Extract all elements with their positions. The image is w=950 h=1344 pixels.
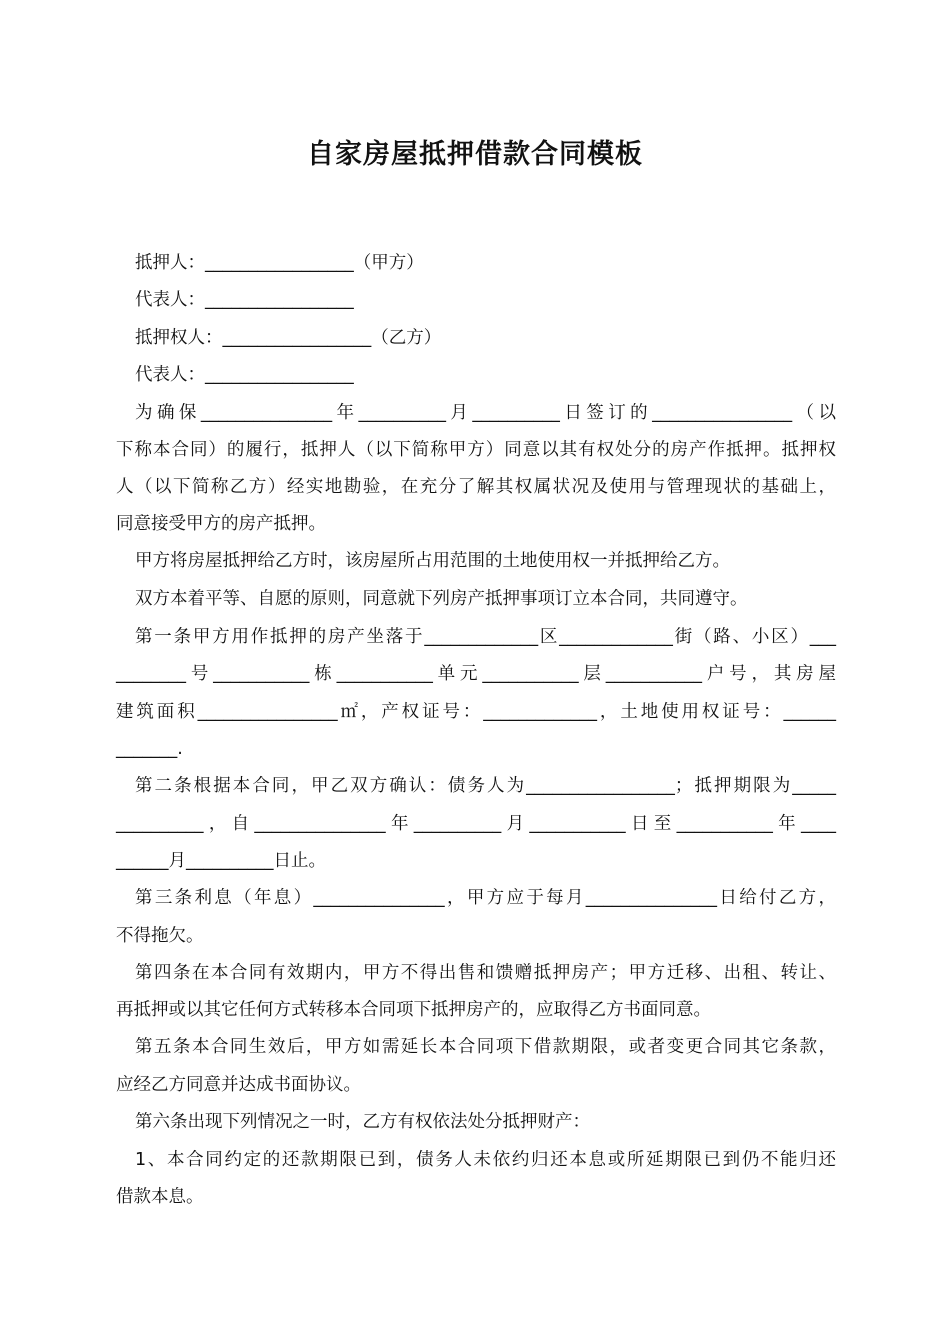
representative-line-b: 代表人：_________________	[135, 365, 354, 385]
article-3-line: 不得拖欠。	[116, 926, 204, 946]
document-title: 自家房屋抵押借款合同模板	[307, 139, 643, 170]
article-6-line: 第六条出现下列情况之一时，乙方有权依法处分抵押财产：	[135, 1112, 590, 1132]
article-1-line: 第一条甲方用作抵押的房产坐落于_____________区_____________街（路、小区）___	[135, 627, 836, 647]
paragraph-line: 双方本着平等、自愿的原则，同意就下列房产抵押事项订立本合同，共同遵守。	[135, 589, 748, 609]
mortgagor-line: 抵押人：_________________（甲方）	[135, 253, 424, 273]
representative-line-a: 代表人：_________________	[135, 290, 354, 310]
paragraph-line: 为确保_______________年__________月__________日签订的________________（以	[135, 403, 836, 423]
paragraph-line: 下称本合同）的履行，抵押人（以下简称甲方）同意以其有权处分的房产作抵押。抵押权	[116, 440, 836, 460]
article-2-line: 第二条根据本合同，甲乙双方确认：债务人为_________________；抵押期限为_____	[135, 776, 836, 796]
article-1-line: _______.	[116, 739, 183, 759]
article-3-line: 第三条利息（年息）_______________，甲方应于每月_______________日给付乙方，	[135, 888, 836, 908]
article-2-line: ______月__________日止。	[116, 851, 326, 871]
paragraph-line: 人（以下简称乙方）经实地勘验，在充分了解其权属状况及使用与管理现状的基础上，	[116, 477, 836, 497]
article-1-line: ________号___________栋___________单元___________层___________户号，其房屋	[116, 664, 836, 684]
article-5-line: 第五条本合同生效后，甲方如需延长本合同项下借款期限，或者变更合同其它条款，	[135, 1037, 836, 1057]
article-4-line: 再抵押或以其它任何方式转移本合同项下抵押房产的，应取得乙方书面同意。	[116, 1000, 711, 1020]
article-1-line: 建筑面积________________㎡，产权证号：_____________，土地使用权证号：______	[116, 702, 836, 722]
article-5-line: 应经乙方同意并达成书面协议。	[116, 1075, 361, 1095]
article-2-line: __________，自_______________年__________月___________日至___________年____	[116, 814, 836, 834]
clause-1-line: 1、本合同约定的还款期限已到，债务人未依约归还本息或所延期限已到仍不能归还	[135, 1150, 836, 1170]
paragraph-line: 甲方将房屋抵押给乙方时，该房屋所占用范围的土地使用权一并抵押给乙方。	[135, 551, 730, 571]
article-4-line: 第四条在本合同有效期内，甲方不得出售和馈赠抵押房产；甲方迁移、出租、转让、	[135, 963, 836, 983]
paragraph-line: 同意接受甲方的房产抵押。	[116, 514, 326, 534]
clause-1-line: 借款本息。	[116, 1187, 204, 1207]
mortgagee-line: 抵押权人：_________________（乙方）	[135, 328, 442, 348]
